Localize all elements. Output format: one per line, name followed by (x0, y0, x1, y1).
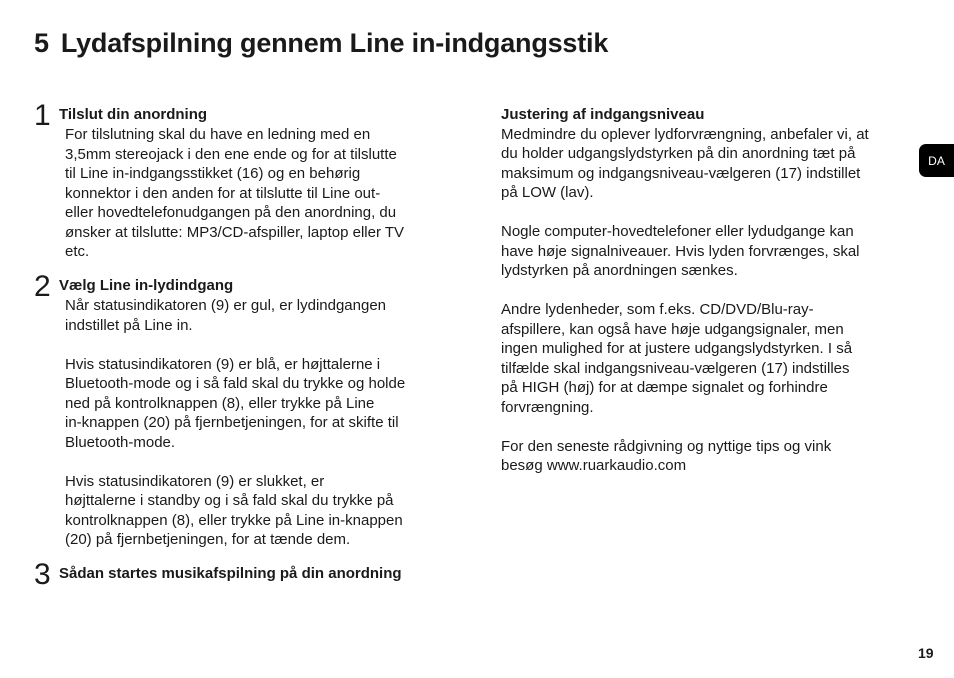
step-heading: Vælg Line in-lydindgang (59, 277, 234, 294)
language-tab: DA (919, 144, 954, 177)
right-heading: Justering af indgangsniveau (501, 106, 705, 123)
step-1-body (65, 125, 450, 262)
right-paragraph: Medmindre du oplever lydforvrængning, anbefaler vi, at du holder udgangslydstyrken på din anordning tæt på maksimum og indgangsniveau-vælgeren (17) indstillet på LOW (lav). (501, 125, 869, 201)
step-number: 1 (34, 99, 51, 132)
step-heading: Sådan startes musikafspilning på din anordning (59, 565, 402, 582)
step-2-body (65, 296, 450, 550)
section-title: Lydafspilning gennem Line in-indgangsstik (60, 28, 609, 58)
right-paragraph: Nogle computer-hovedtelefoner eller lydudgange kan have høje signalniveauer. Hvis lyden forvrænges, skal lydstyrken på anordningen sænkes. (501, 223, 860, 279)
step-paragraph: Når statusindikatoren (9) er gul, er lydindgangen indstillet på Line in. (65, 297, 387, 334)
step-heading: Tilslut din anordning (59, 106, 208, 123)
page-number: 19 (918, 645, 934, 661)
step-paragraph: For tilslutning skal du have en ledning med en 3,5mm stereojack i den ene ende og for at tilslutte til Line in-indgangsstikket (16) og en behørig konnektor i den anden for at tilslutte til Line out- eller hovedtelefonudgangen på den anordning, du ønsker at tilslutte: MP3/CD-afspiller, laptop eller TV etc. (65, 126, 405, 260)
step-paragraph: Hvis statusindikatoren (9) er slukket, er højttalerne i standby og i så fald skal du trykke på kontrolknappen (8), eller trykke på Line in-knappen (20) på fjernbetjeningen, for at tænde dem. (65, 472, 403, 548)
step-number: 3 (34, 558, 51, 591)
step-number: 2 (34, 270, 51, 303)
right-paragraph: For den seneste rådgivning og nyttige tips og vink besøg www.ruarkaudio.com (501, 437, 832, 474)
page-title (34, 28, 608, 59)
step-paragraph: Hvis statusindikatoren (9) er blå, er højttalerne i Bluetooth-mode og i så fald skal du trykke og holde ned på kontrolknappen (8), eller trykke på Line in-knappen (20) på fjernbetjeningen, for at skifte til Bluetooth-mode. (65, 355, 406, 451)
right-column (501, 105, 911, 476)
right-paragraph: Andre lydenheder, som f.eks. CD/DVD/Blu-ray- afspillere, kan også have høje udgangsignaler, men ingen mulighed for at justere udgangslydstyrken. I så tilfælde skal indgangsniveau-vælgeren (17) indstilles på HIGH (høj) for at dæmpe signalet og forhindre forvrængning. (501, 301, 853, 416)
section-number: 5 (34, 28, 49, 58)
